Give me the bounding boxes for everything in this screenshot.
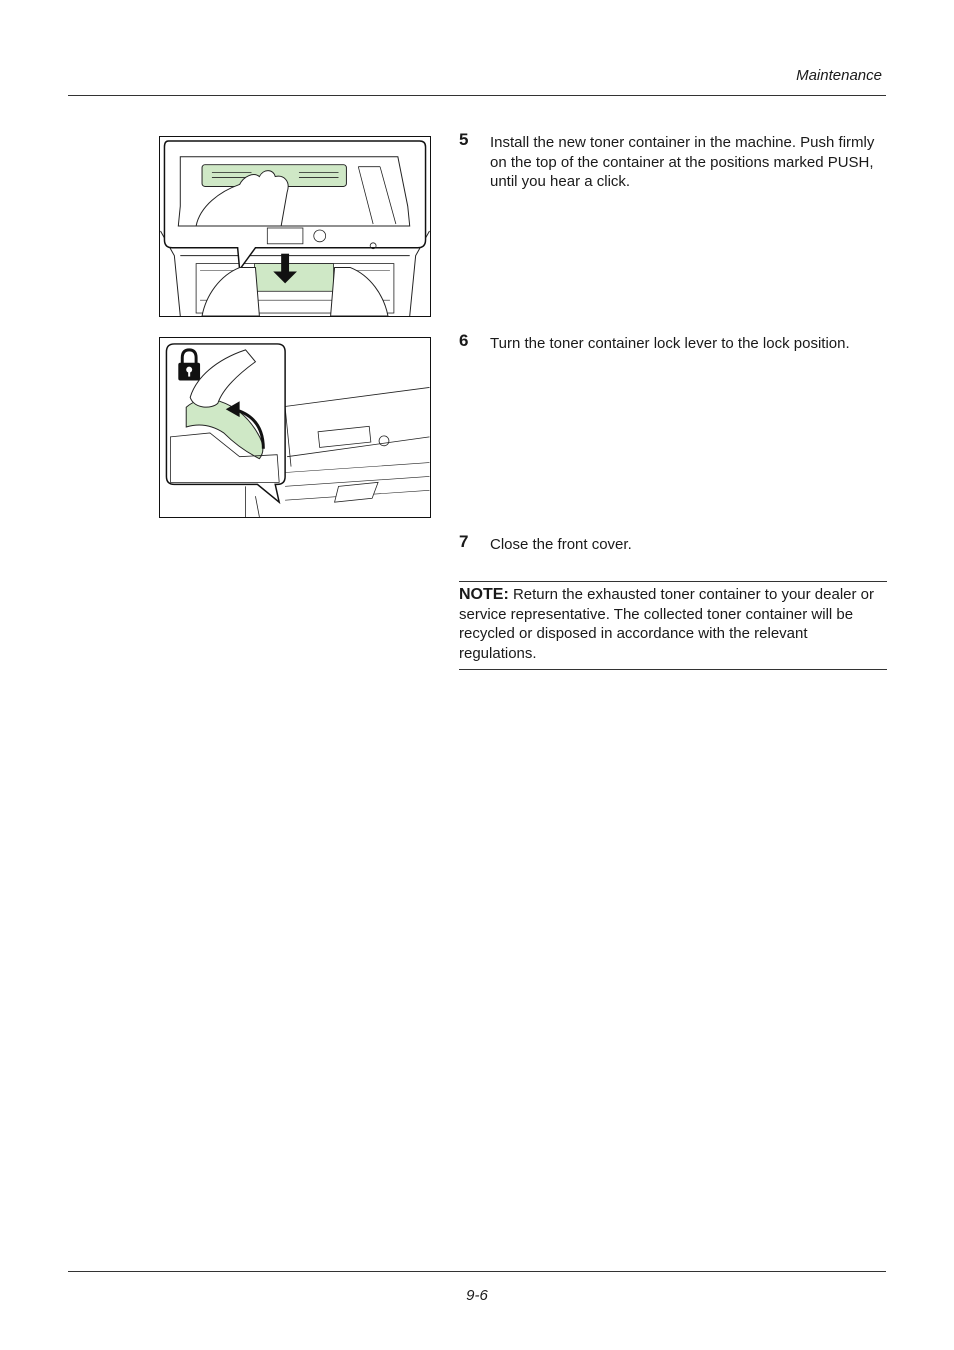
note-text: Return the exhausted toner container to your dealer or service representative. The collected toner container will be recycled or disposed in accordance with the relevant regulations. [459, 586, 875, 662]
figure-install-toner [159, 136, 431, 317]
note-box [459, 581, 887, 670]
step-number: 7 [459, 532, 469, 551]
step-text: Turn the toner container lock lever to the lock position. [490, 335, 850, 352]
figure-lock-lever [159, 337, 431, 518]
note-label: NOTE: [459, 586, 509, 603]
header-section-title: Maintenance [796, 67, 882, 84]
page-number: 9-6 [466, 1287, 488, 1304]
step-number: 6 [459, 331, 469, 350]
step-text: Close the front cover. [490, 536, 632, 553]
header-divider [68, 95, 886, 96]
lock-lever-illustration [160, 338, 430, 517]
hands-pushing-toner-illustration [160, 137, 430, 316]
footer-divider [68, 1271, 886, 1272]
step-text: Install the new toner container in the machine. Push firmly on the top of the container at the positions marked PUSH, until you hear a click. [490, 134, 875, 190]
step-number: 5 [459, 130, 469, 149]
